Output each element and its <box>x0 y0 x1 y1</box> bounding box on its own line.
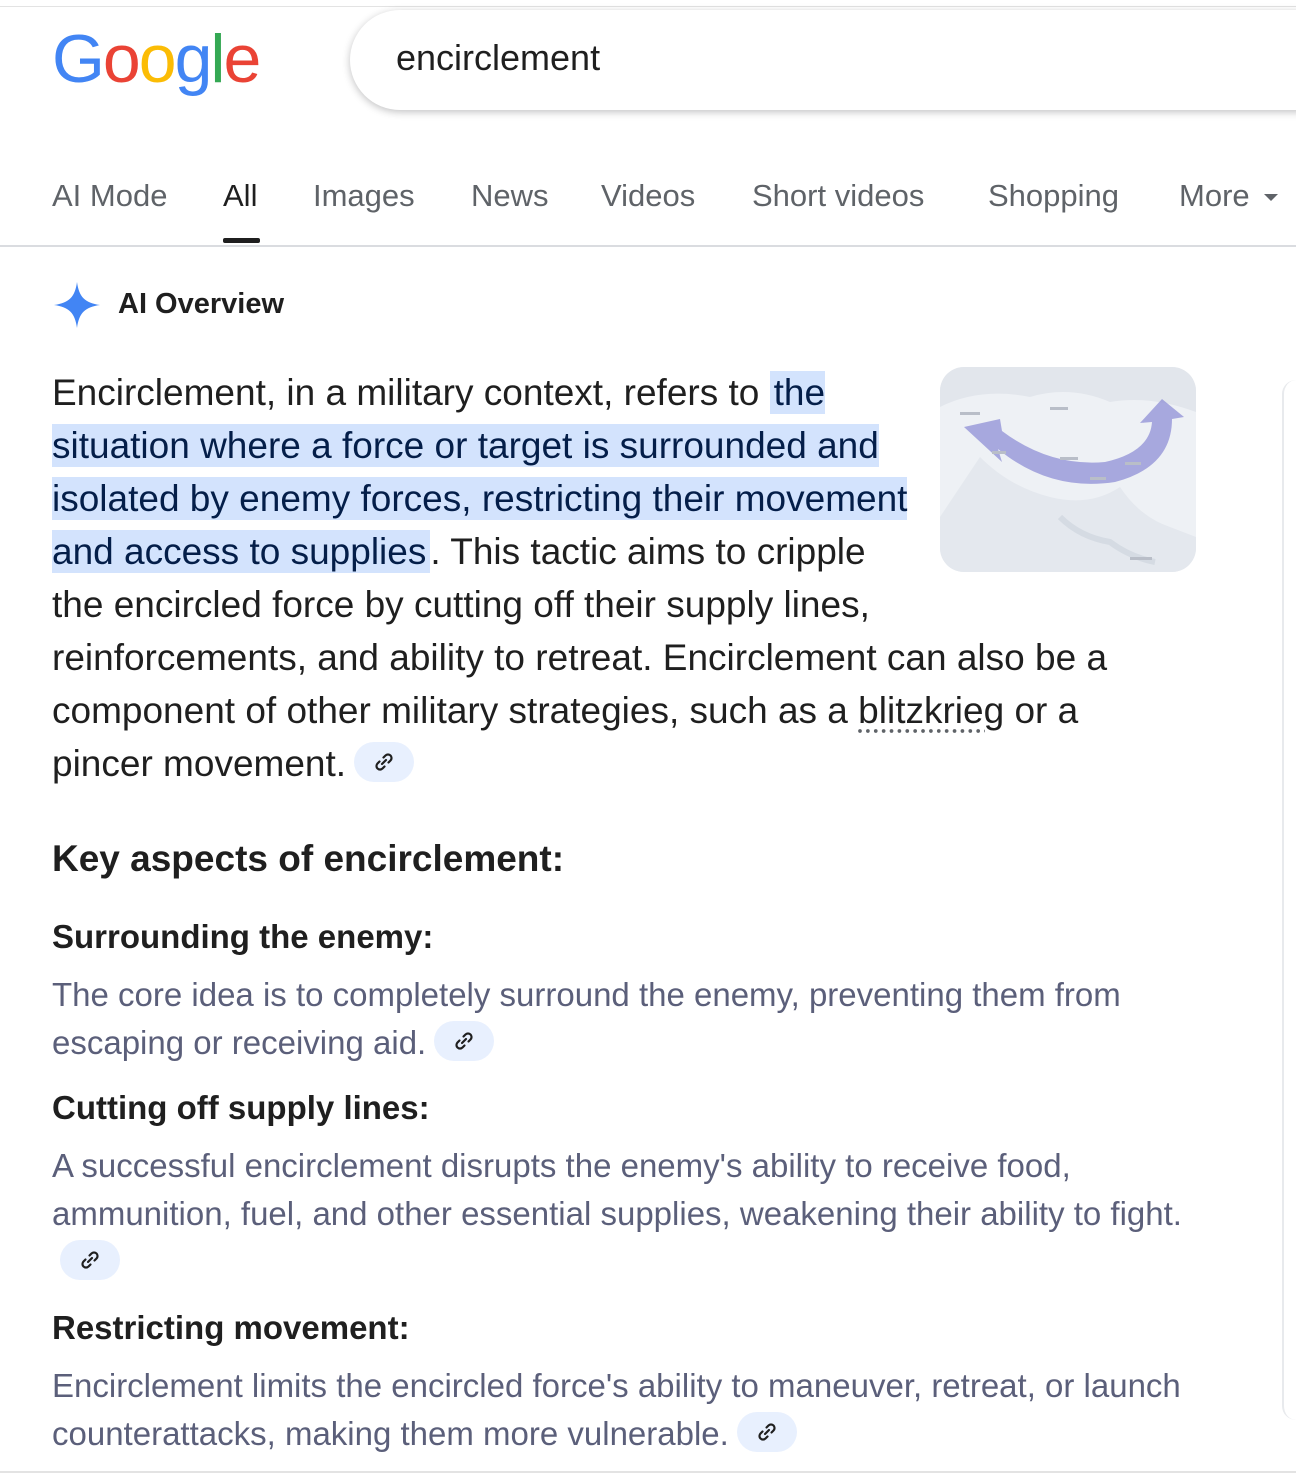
search-tabs <box>0 170 1296 246</box>
bottom-divider <box>0 1471 1296 1473</box>
aspect-heading: Cutting off supply lines: <box>52 1089 430 1126</box>
tab-news[interactable]: News <box>471 178 549 213</box>
tab-all[interactable]: All <box>223 178 258 213</box>
ai-overview-title: AI Overview <box>118 288 285 320</box>
tab-short-videos[interactable]: Short videos <box>752 178 925 213</box>
search-input[interactable] <box>396 37 1196 79</box>
link-icon <box>453 1030 475 1052</box>
aspect-body-text: The core idea is to completely surround the enemy, preventing them from escaping or receiving aid. <box>52 976 1121 1061</box>
top-divider <box>0 6 1296 7</box>
intro-text-3: or a pincer movement. <box>52 690 1079 784</box>
aspect-body <box>52 971 1212 1067</box>
intro-text-1: Encirclement, in a military context, refers to <box>52 372 770 413</box>
aspect-item <box>52 917 1212 1067</box>
caret-down-icon <box>1264 194 1278 201</box>
tab-shopping[interactable]: Shopping <box>988 178 1120 213</box>
aspect-heading: Surrounding the enemy: <box>52 918 434 955</box>
google-logo[interactable]: Google <box>52 21 260 97</box>
link-icon <box>373 751 395 773</box>
side-panel-edge <box>1282 380 1296 1420</box>
tabs-divider <box>0 245 1296 247</box>
ai-overview-intro <box>52 366 1172 790</box>
aspect-item <box>52 1088 1212 1286</box>
tab-more-label: More <box>1179 178 1250 213</box>
intro-text-2: . This tactic aims to cripple the encircled force by cutting off their supply lines, reinforcements, and ability to retreat. Encirclement can also be a component of other military strategies, such as a <box>52 531 1108 731</box>
ai-sparkle-icon <box>52 280 102 330</box>
source-link-chip[interactable] <box>737 1412 797 1452</box>
tab-images[interactable]: Images <box>313 178 415 213</box>
tab-ai-mode[interactable]: AI Mode <box>52 178 168 213</box>
source-link-chip[interactable] <box>434 1021 494 1061</box>
blitzkrieg-link[interactable]: blitzkrieg <box>858 690 1005 731</box>
intro-highlight: the situation where a force or target is surrounded and isolated by enemy forces, restricting their movement and access to supplies <box>52 372 908 572</box>
active-tab-indicator <box>223 238 260 243</box>
source-link-chip[interactable] <box>60 1240 120 1280</box>
tab-videos[interactable]: Videos <box>601 178 696 213</box>
key-aspects-heading: Key aspects of encirclement: <box>52 838 565 879</box>
link-icon <box>756 1421 778 1443</box>
source-link-chip[interactable] <box>354 742 414 782</box>
aspect-body <box>52 1362 1212 1458</box>
search-box[interactable] <box>350 10 1296 110</box>
aspect-item <box>52 1308 1212 1458</box>
link-icon <box>79 1249 101 1271</box>
tab-more[interactable] <box>1179 178 1278 214</box>
aspect-body-text: Encirclement limits the encircled force's ability to maneuver, retreat, or launch counterattacks, making them more vulnerable. <box>52 1367 1181 1452</box>
aspect-body-text: A successful encirclement disrupts the enemy's ability to receive food, ammunition, fuel, and other essential supplies, weakening their ability to fight. <box>52 1147 1182 1232</box>
aspect-heading: Restricting movement: <box>52 1309 410 1346</box>
aspect-body <box>52 1142 1212 1286</box>
